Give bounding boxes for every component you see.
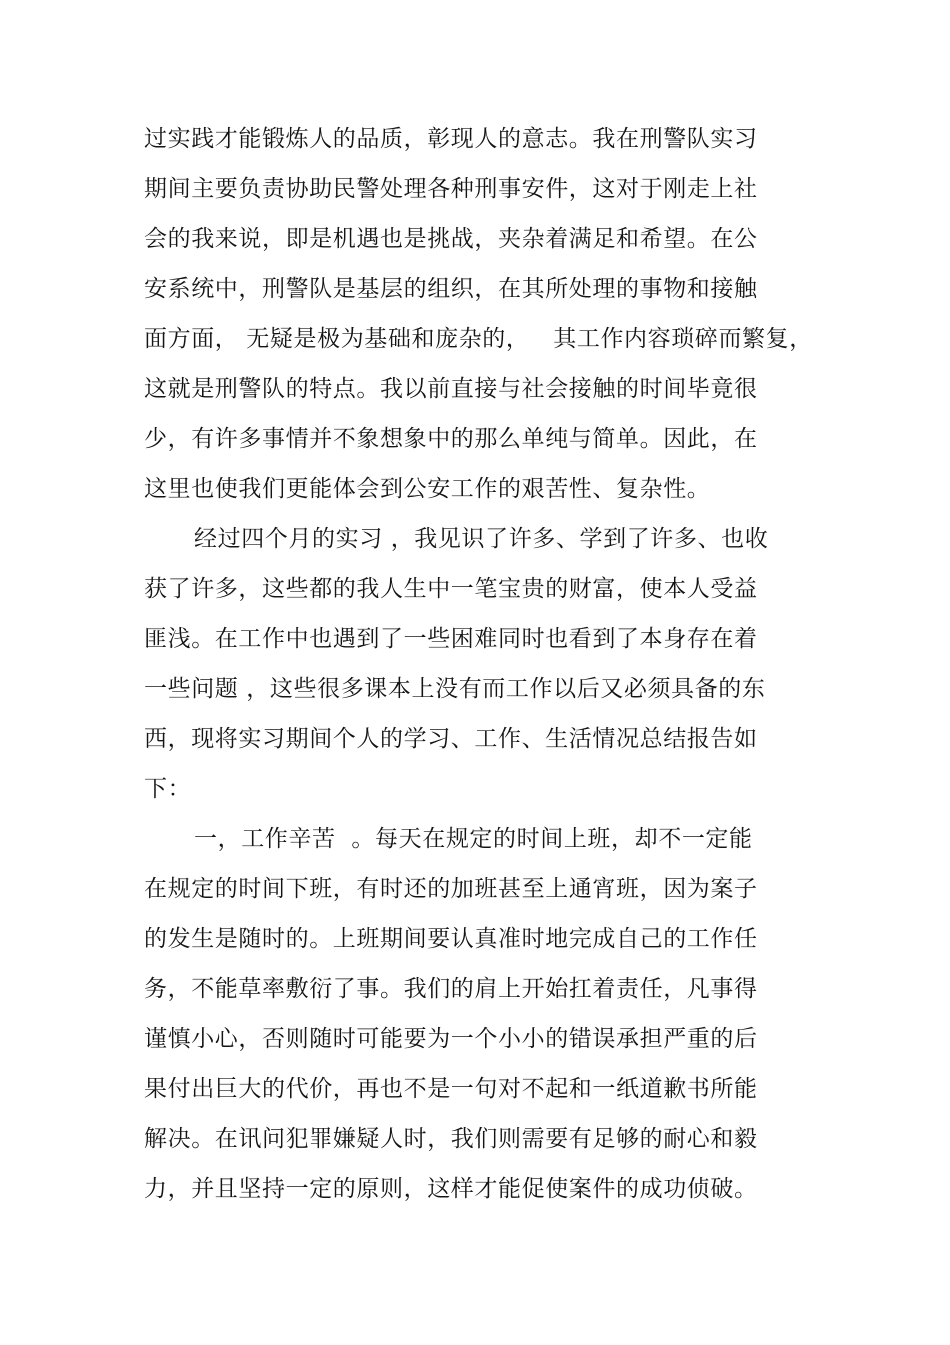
text-line-11: 匪浅。在工作中也遇到了一些困难同时也看到了本身存在着 xyxy=(144,626,758,652)
text-line-16: 在规定的时间下班，有时还的加班甚至上通宵班，因为案子 xyxy=(144,876,758,902)
text-line-3: 会的我来说，即是机遇也是挑战，夹杂着满足和希望。在公 xyxy=(144,226,758,252)
text-line-10: 获了许多，这些都的我人生中一笔宝贵的财富，使本人受益 xyxy=(144,576,758,602)
text-line-9: 经过四个月的实习 ，我见识了许多、学到了许多、也收 xyxy=(194,526,769,552)
text-line-17: 的发生是随时的。上班期间要认真准时地完成自己的工作任 xyxy=(144,926,758,952)
text-line-14: 下： xyxy=(144,776,192,802)
text-line-21: 解决。在讯问犯罪嫌疑人时，我们则需要有足够的耐心和毅 xyxy=(144,1126,758,1152)
text-line-7: 少，有许多事情并不象想象中的那么单纯与简单。因此，在 xyxy=(144,426,758,452)
text-line-20: 果付出巨大的代价，再也不是一句对不起和一纸道歉书所能 xyxy=(144,1076,758,1102)
text-line-18: 务，不能草率敷衍了事。我们的肩上开始扛着责任，凡事得 xyxy=(144,976,758,1002)
text-line-15: 一，工作辛苦 。每天在规定的时间上班，却不一定能 xyxy=(194,826,753,852)
text-line-12: 一些问题 ，这些很多课本上没有而工作以后又必须具备的东 xyxy=(144,676,766,702)
text-line-5: 面方面， 无疑是极为基础和庞杂的， 其工作内容琐碎而繁复， xyxy=(144,326,813,352)
text-line-1: 过实践才能锻炼人的品质，彰现人的意志。我在刑警队实习 xyxy=(144,126,758,152)
text-line-2: 期间主要负责协助民警处理各种刑事安件，这对于刚走上社 xyxy=(144,176,758,202)
text-line-8: 这里也使我们更能体会到公安工作的艰苦性、复杂性。 xyxy=(144,476,711,502)
text-line-22: 力，并且坚持一定的原则，这样才能促使案件的成功侦破。 xyxy=(144,1176,758,1202)
text-line-4: 安系统中，刑警队是基层的组织，在其所处理的事物和接触 xyxy=(144,276,758,302)
text-line-19: 谨慎小心，否则随时可能要为一个小小的错误承担严重的后 xyxy=(144,1026,758,1052)
text-line-13: 西，现将实习期间个人的学习、工作、生活情况总结报告如 xyxy=(144,726,758,752)
text-line-6: 这就是刑警队的特点。我以前直接与社会接触的时间毕竟很 xyxy=(144,376,758,402)
